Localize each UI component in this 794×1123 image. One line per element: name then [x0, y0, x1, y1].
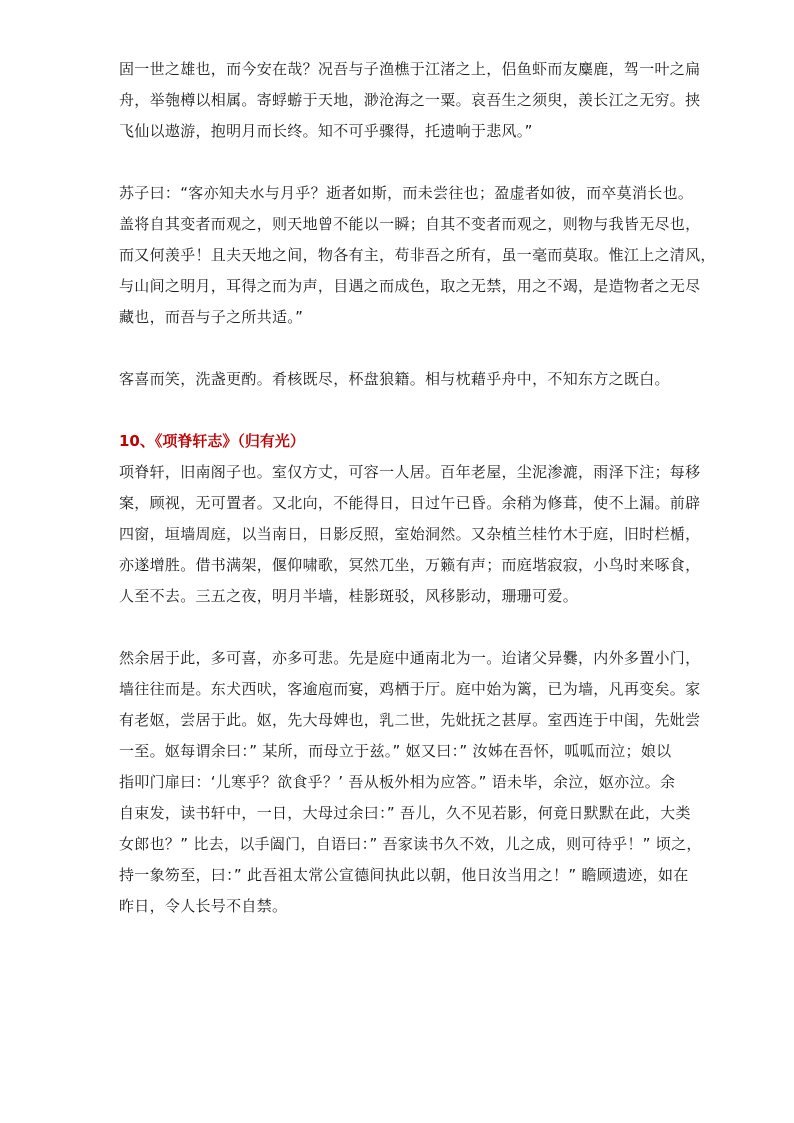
paragraph-spacer [119, 147, 684, 178]
paragraph-suzi-reply [119, 178, 716, 333]
text-line: 项脊轩，旧南阁子也。室仅方丈，可容一人居。百年老屋，尘泥渗漉，雨泽下注；每移 [119, 463, 701, 481]
text-line: 苏子曰：“客亦知夫水与月乎？逝者如斯，而未尝往也；盈虚者如彼，而卒莫消长也。 [119, 184, 694, 202]
text-line: 指叩门扉曰：‘儿寒乎？欲食乎？’ 吾从板外相为应答。” 语未毕，余泣，妪亦泣。余 [119, 773, 676, 791]
text-line: 一至。妪每谓余曰：” 某所，而母立于兹。” 妪又曰：” 汝姊在吾怀，呱呱而泣；娘以 [119, 742, 672, 760]
text-line: 昨日，令人长号不自禁。 [119, 897, 288, 915]
paragraph-xiangjixuan-1 [119, 457, 701, 612]
paragraph-xiangjixuan-2 [119, 643, 702, 922]
text-line: 人至不去。三五之夜，明月半墙，桂影斑驳，风移影动，珊珊可爱。 [119, 587, 579, 605]
section-heading: 10、《项脊轩志》（归有光） [119, 432, 305, 450]
text-line: 而又何羡乎！且夫天地之间，物各有主，苟非吾之所有，虽一毫而莫取。惟江上之清风， [119, 246, 716, 264]
paragraph-spacer [119, 395, 684, 426]
paragraph-spacer [119, 333, 684, 364]
text-line: 然余居于此，多可喜，亦多可悲。先是庭中通南北为一。迨诸父异爨，内外多置小门， [119, 649, 701, 667]
text-line: 盖将自其变者而观之，则天地曾不能以一瞬；自其不变者而观之，则物与我皆无尽也， [119, 215, 701, 233]
text-line: 飞仙以遨游，抱明月而长终。知不可乎骤得，托遗响于悲风。” [119, 122, 533, 140]
text-line: 有老妪，尝居于此。妪，先大母婢也，乳二世，先妣抚之甚厚。室西连于中闺，先妣尝 [119, 711, 701, 729]
text-line: 自束发，读书轩中，一日，大母过余曰：” 吾儿，久不见若影，何竟日默默在此，大类 [119, 804, 691, 822]
text-line: 客喜而笑，洗盏更酌。肴核既尽，杯盘狼籍。相与枕藉乎舟中，不知东方之既白。 [119, 370, 670, 388]
text-line: 舟，举匏樽以相属。寄蜉蝣于天地，渺沧海之一粟。哀吾生之须臾，羡长江之无穷。挟 [119, 91, 701, 109]
text-line: 墙往往而是。东犬西吠，客逾庖而宴，鸡栖于厅。庭中始为篱，已为墙，凡再变矣。家 [119, 680, 701, 698]
text-line: 藏也，而吾与子之所共适。” [119, 308, 304, 326]
document-page [119, 54, 716, 922]
text-line: 固一世之雄也，而今安在哉？况吾与子渔樵于江渚之上，侣鱼虾而友麋鹿，驾一叶之扁 [119, 60, 701, 78]
paragraph-guest-laughs [119, 364, 684, 395]
paragraph-spacer [119, 612, 684, 643]
text-line: 亦遂增胜。借书满架，偃仰啸歌，冥然兀坐，万籁有声；而庭堦寂寂，小鸟时来啄食， [119, 556, 701, 574]
paragraph-chibifu-end [119, 54, 701, 147]
text-line: 四窗，垣墙周庭，以当南日，日影反照，室始洞然。又杂植兰桂竹木于庭，旧时栏楯， [119, 525, 701, 543]
text-line: 案，顾视，无可置者。又北向，不能得日，日过午已昏。余稍为修葺，使不上漏。前辟 [119, 494, 701, 512]
text-line: 女郎也？” 比去，以手阖门，自语曰：” 吾家读书久不效，儿之成，则可待乎！” 顷之， [119, 835, 702, 853]
text-line: 持一象笏至，曰：” 此吾祖太常公宣德间执此以朝，他日汝当用之！” 瞻顾遗迹，如在 [119, 866, 689, 884]
text-line: 与山间之明月，耳得之而为声，目遇之而成色，取之无禁，用之不竭，是造物者之无尽 [119, 277, 701, 295]
